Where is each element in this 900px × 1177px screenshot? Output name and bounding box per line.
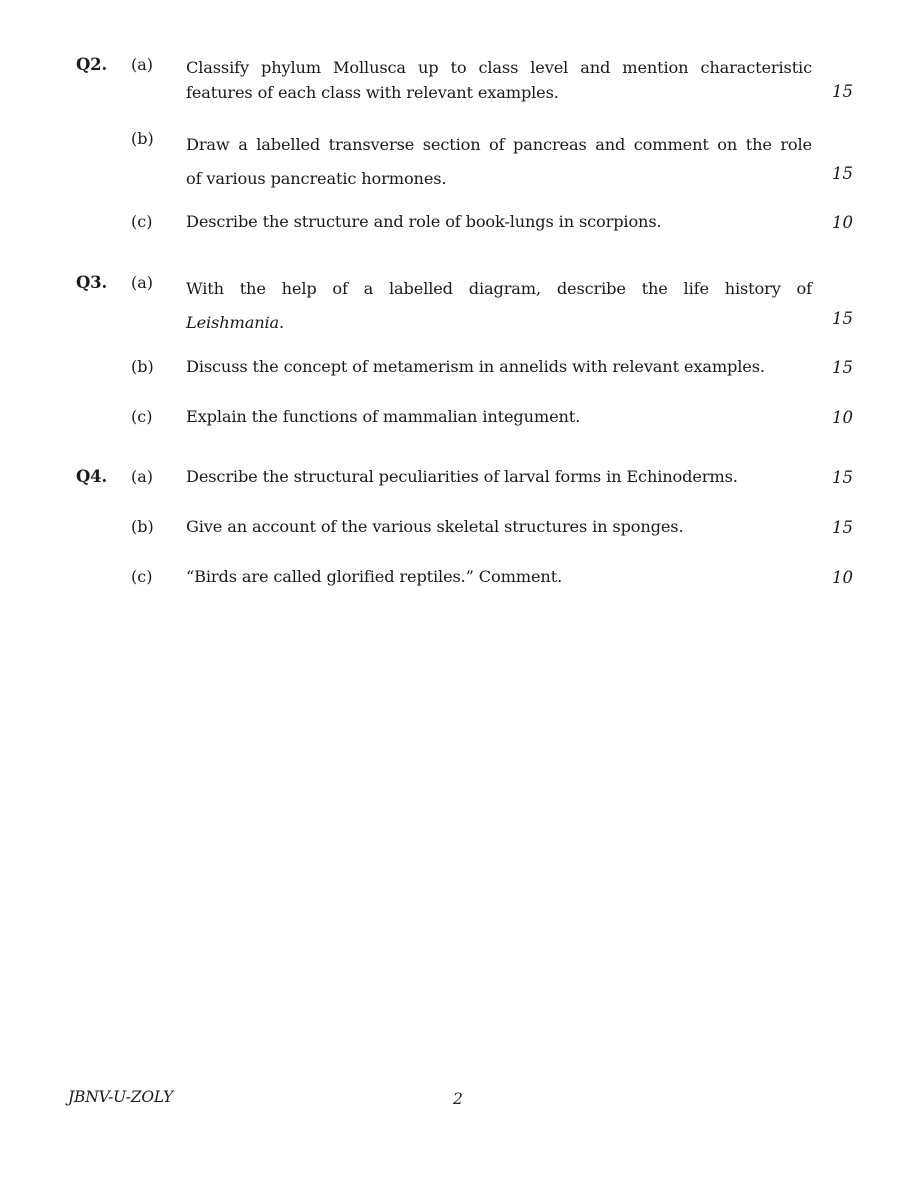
- marks-value: 15: [832, 82, 853, 101]
- part-label: (b): [131, 129, 154, 148]
- part-label: (a): [131, 467, 154, 486]
- part-label: (c): [131, 567, 153, 586]
- marks-value: 10: [832, 408, 853, 427]
- part-text-line: of various pancreatic hormones.: [186, 169, 447, 188]
- part-text-line: Leishmania.: [186, 313, 284, 332]
- part-text: [186, 272, 812, 340]
- marks-value: 15: [832, 468, 853, 487]
- part-text: [186, 567, 812, 586]
- marks-value: 15: [832, 309, 853, 328]
- part-label: (b): [131, 517, 154, 536]
- question-number: Q3.: [76, 273, 107, 292]
- part-label: (c): [131, 212, 153, 231]
- part-text-line: “Birds are called glorified reptiles.” Comment.: [186, 567, 563, 586]
- part-label: (a): [131, 273, 154, 292]
- part-label: (a): [131, 55, 154, 74]
- part-text: [186, 357, 812, 376]
- part-text: [186, 55, 812, 105]
- part-text-line: Classify phylum Mollusca up to class level and mention characteristic: [186, 58, 812, 77]
- marks-value: 15: [832, 358, 853, 377]
- part-label: (c): [131, 407, 153, 426]
- part-text: [186, 212, 812, 231]
- part-text-line: Discuss the concept of metamerism in annelids with relevant examples.: [186, 357, 765, 376]
- part-text: [186, 467, 812, 486]
- part-text: [186, 128, 812, 196]
- paper-code: JBNV-U-ZOLY: [68, 1088, 174, 1106]
- part-text-line: Explain the functions of mammalian integument.: [186, 407, 581, 426]
- part-text-line: With the help of a labelled diagram, describe the life history of: [186, 279, 812, 298]
- part-text-line: features of each class with relevant examples.: [186, 83, 559, 102]
- part-text-line: Draw a labelled transverse section of pancreas and comment on the role: [186, 135, 812, 154]
- part-text-line: Describe the structure and role of book-lungs in scorpions.: [186, 212, 662, 231]
- marks-value: 15: [832, 518, 853, 537]
- part-text: [186, 407, 812, 426]
- marks-value: 10: [832, 568, 853, 587]
- part-text-line: Describe the structural peculiarities of larval forms in Echinoderms.: [186, 467, 738, 486]
- part-text-line: Give an account of the various skeletal structures in sponges.: [186, 517, 684, 536]
- marks-value: 10: [832, 213, 853, 232]
- page-number: 2: [453, 1090, 463, 1108]
- part-label: (b): [131, 357, 154, 376]
- question-number: Q2.: [76, 55, 107, 74]
- question-number: Q4.: [76, 467, 107, 486]
- marks-value: 15: [832, 164, 853, 183]
- part-text: [186, 517, 812, 536]
